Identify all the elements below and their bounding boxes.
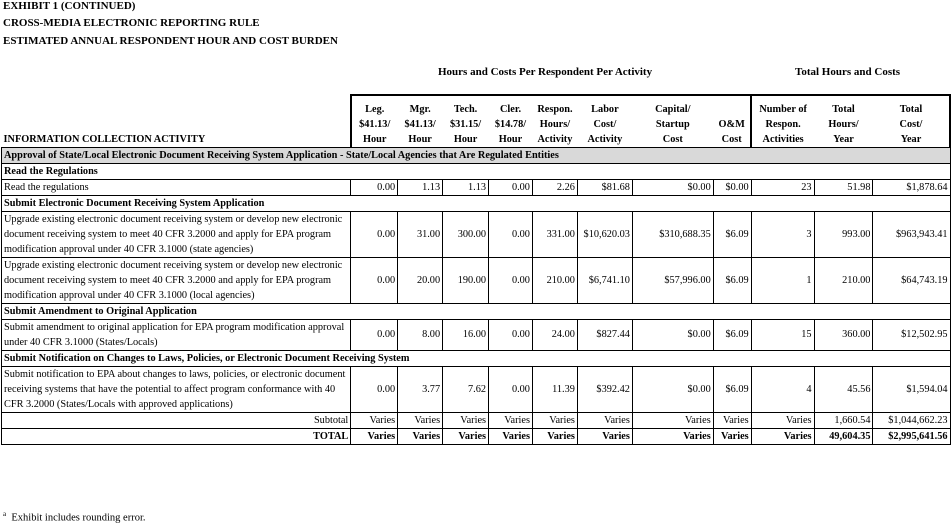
cell-capital-cost: Varies [632, 412, 713, 428]
cell-labor-cost: $827.44 [577, 319, 632, 350]
cell-total-cost: $1,594.04 [873, 366, 950, 412]
cell-cler: Varies [489, 428, 533, 444]
section-header-read: Read the Regulations [2, 163, 951, 179]
cell-labor-cost: $81.68 [577, 179, 632, 195]
cell-om-cost: Varies [713, 412, 751, 428]
cell-total-hours: 360.00 [814, 319, 873, 350]
col-number-activities: Number of Respon. Activities [751, 95, 814, 147]
cell-capital-cost: $0.00 [632, 179, 713, 195]
cell-tech: 300.00 [443, 211, 489, 257]
cell-respon-hours: 331.00 [532, 211, 577, 257]
cell-respon-hours: Varies [532, 412, 577, 428]
cell-number-activities: 23 [751, 179, 814, 195]
cell-tech: 16.00 [443, 319, 489, 350]
col-leg: Leg. $41.13/ Hour [351, 95, 398, 147]
col-capital-cost: Capital/ Startup Cost [632, 95, 713, 147]
cell-labor-cost: Varies [577, 412, 632, 428]
cell-cler: Varies [489, 412, 533, 428]
cell-activity: Subtotal [2, 412, 351, 428]
cell-om-cost: $6.09 [713, 319, 751, 350]
section-header-notification: Submit Notification on Changes to Laws, Policies, or Electronic Document Receiving System [2, 350, 951, 366]
footnote [3, 510, 146, 524]
cell-total-cost: $1,044,662.23 [873, 412, 950, 428]
cell-cler: 0.00 [489, 179, 533, 195]
cell-labor-cost: $6,741.10 [577, 257, 632, 303]
cell-cler: 0.00 [489, 319, 533, 350]
col-labor-cost: Labor Cost/ Activity [577, 95, 632, 147]
cell-mgr: 8.00 [398, 319, 443, 350]
cell-total-hours: 49,604.35 [814, 428, 873, 444]
cell-mgr: Varies [398, 428, 443, 444]
cell-cler: 0.00 [489, 366, 533, 412]
cell-respon-hours: 11.39 [532, 366, 577, 412]
cell-om-cost: $0.00 [713, 179, 751, 195]
cell-number-activities: 3 [751, 211, 814, 257]
cell-mgr: 20.00 [398, 257, 443, 303]
col-total-hours: Total Hours/ Year [814, 95, 873, 147]
cell-total-hours: 45.56 [814, 366, 873, 412]
cell-respon-hours: 2.26 [532, 179, 577, 195]
cell-total-cost: $2,995,641.56 [873, 428, 950, 444]
cell-om-cost: $6.09 [713, 257, 751, 303]
cell-cler: 0.00 [489, 211, 533, 257]
cell-leg: 0.00 [351, 257, 398, 303]
col-tech: Tech. $31.15/ Hour [443, 95, 489, 147]
cell-capital-cost: $310,688.35 [632, 211, 713, 257]
rule-title: CROSS-MEDIA ELECTRONIC REPORTING RULE [3, 17, 260, 29]
table-row [2, 211, 951, 257]
cell-leg: 0.00 [351, 319, 398, 350]
cell-total-cost: $12,502.95 [873, 319, 950, 350]
section-band: Approval of State/Local Electronic Document Receiving System Application - State/Local Agencies that Are Regulated Entities [2, 147, 951, 163]
col-respon-hours: Respon. Hours/ Activity [532, 95, 577, 147]
col-mgr: Mgr. $41.13/ Hour [398, 95, 443, 147]
cell-total-hours: 51.98 [814, 179, 873, 195]
cell-activity: Upgrade existing electronic document receiving system or develop new electronic document receiving system to meet 40 CFR 3.2000 and apply for EPA program modification approval under 40 CFR 3.1000 (state agencies) [2, 211, 351, 257]
cell-leg: Varies [351, 428, 398, 444]
cell-tech: 7.62 [443, 366, 489, 412]
cell-leg: 0.00 [351, 366, 398, 412]
column-header-row [2, 95, 951, 147]
col-om-cost: O&M Cost [713, 95, 751, 147]
cell-total-hours: 1,660.54 [814, 412, 873, 428]
cell-number-activities: Varies [751, 428, 814, 444]
cell-tech: 190.00 [443, 257, 489, 303]
cell-activity: TOTAL [2, 428, 351, 444]
cell-labor-cost: $10,620.03 [577, 211, 632, 257]
col-activity: INFORMATION COLLECTION ACTIVITY [3, 133, 206, 145]
table-row [2, 179, 951, 195]
cell-labor-cost: $392.42 [577, 366, 632, 412]
section-header-submit-application: Submit Electronic Document Receiving System Application [2, 195, 951, 211]
cell-respon-hours: Varies [532, 428, 577, 444]
cell-om-cost: Varies [713, 428, 751, 444]
cell-om-cost: $6.09 [713, 211, 751, 257]
cell-number-activities: Varies [751, 412, 814, 428]
cell-activity: Read the regulations [2, 179, 351, 195]
cell-number-activities: 1 [751, 257, 814, 303]
cell-mgr: 1.13 [398, 179, 443, 195]
cell-mgr: 31.00 [398, 211, 443, 257]
cell-labor-cost: Varies [577, 428, 632, 444]
col-total-cost: Total Cost/ Year [873, 95, 950, 147]
cell-capital-cost: $0.00 [632, 319, 713, 350]
cell-total-hours: 993.00 [814, 211, 873, 257]
subtotal-row [2, 412, 951, 428]
cell-respon-hours: 24.00 [532, 319, 577, 350]
cell-activity: Submit notification to EPA about changes to laws, policies, or electronic document receiving systems that have the potential to affect program conformance with 40 CFR 3.2000 (States/Locals with approved applications) [2, 366, 351, 412]
table-row [2, 319, 951, 350]
cell-activity: Upgrade existing electronic document receiving system or develop new electronic document receiving system to meet 40 CFR 3.2000 and apply for EPA program modification approval under 40 CFR 3.1000 (local agencies) [2, 257, 351, 303]
cell-mgr: Varies [398, 412, 443, 428]
footnote-mark: a [3, 510, 7, 518]
cell-leg: 0.00 [351, 211, 398, 257]
burden-title: ESTIMATED ANNUAL RESPONDENT HOUR AND COST BURDEN [3, 35, 338, 47]
cell-leg: 0.00 [351, 179, 398, 195]
cell-activity: Submit amendment to original application for EPA program modification approval under 40 CFR 3.1000 (States/Locals) [2, 319, 351, 350]
table-row [2, 366, 951, 412]
footnote-text: Exhibit includes rounding error. [11, 512, 146, 524]
cell-respon-hours: 210.00 [532, 257, 577, 303]
cell-total-cost: $64,743.19 [873, 257, 950, 303]
group-header-per-respondent: Hours and Costs Per Respondent Per Activity [438, 66, 653, 78]
cell-number-activities: 15 [751, 319, 814, 350]
col-cler: Cler. $14.78/ Hour [489, 95, 533, 147]
total-row [2, 428, 951, 444]
cell-capital-cost: $57,996.00 [632, 257, 713, 303]
cell-tech: 1.13 [443, 179, 489, 195]
group-header-totals: Total Hours and Costs [795, 66, 901, 78]
burden-table [1, 94, 951, 445]
cell-number-activities: 4 [751, 366, 814, 412]
cell-total-cost: $1,878.64 [873, 179, 950, 195]
cell-tech: Varies [443, 428, 489, 444]
cell-total-hours: 210.00 [814, 257, 873, 303]
cell-cler: 0.00 [489, 257, 533, 303]
section-header-amendment: Submit Amendment to Original Application [2, 303, 951, 319]
cell-tech: Varies [443, 412, 489, 428]
table-row [2, 257, 951, 303]
cell-capital-cost: Varies [632, 428, 713, 444]
cell-capital-cost: $0.00 [632, 366, 713, 412]
cell-mgr: 3.77 [398, 366, 443, 412]
exhibit-title: EXHIBIT 1 (CONTINUED) [3, 0, 136, 12]
cell-total-cost: $963,943.41 [873, 211, 950, 257]
cell-om-cost: $6.09 [713, 366, 751, 412]
cell-leg: Varies [351, 412, 398, 428]
